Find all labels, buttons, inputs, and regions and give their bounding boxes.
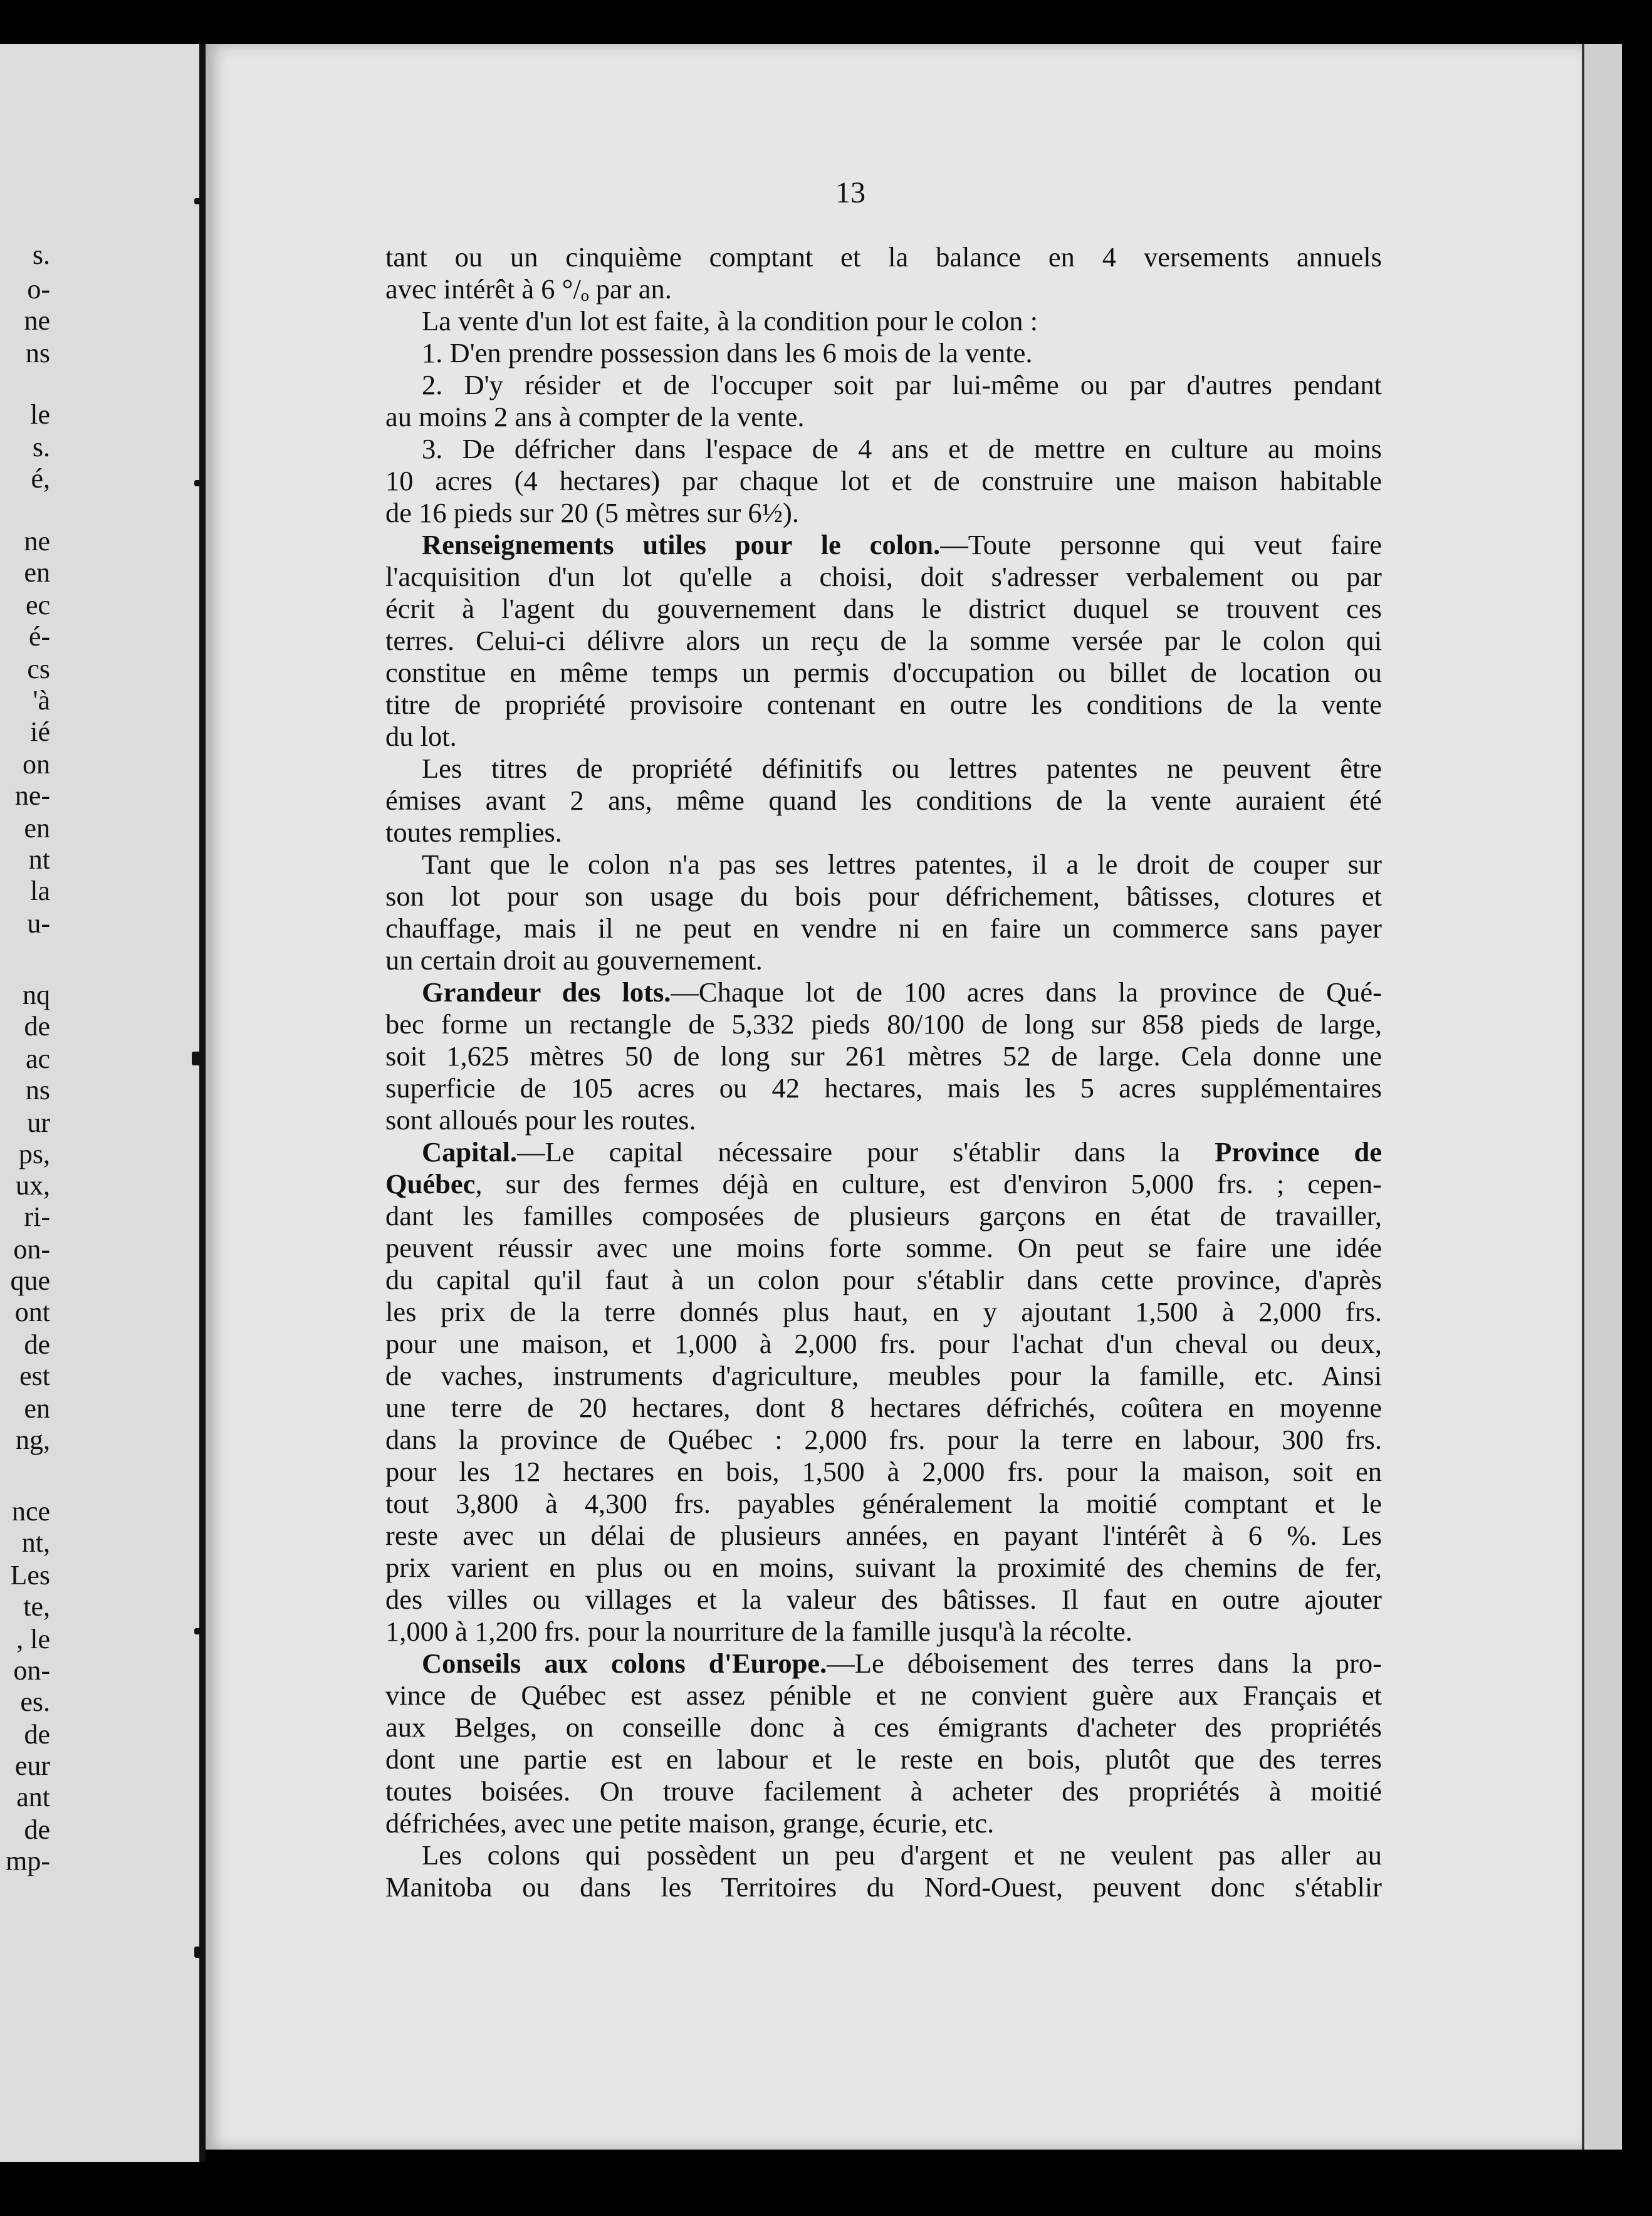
text-line	[385, 1040, 1382, 1072]
text-line	[385, 1552, 1382, 1584]
left-margin-fragment: te,	[23, 1591, 50, 1622]
text-run: chauffage, mais il ne peut en vendre ni en faire un commerce sans payer	[385, 912, 1382, 944]
text-run: des villes ou villages et la valeur des bâtisses. Il faut en outre ajouter	[385, 1584, 1382, 1615]
text-line	[385, 1296, 1382, 1328]
text-line	[385, 561, 1382, 593]
text-run: —Le déboisement des terres dans la pro-	[827, 1648, 1382, 1679]
text-line	[385, 401, 1382, 433]
left-margin-fragment: la	[30, 875, 50, 906]
left-margin-fragment: le	[30, 399, 50, 430]
text-line	[385, 689, 1382, 721]
text-run: dont une partie est en labour et le reste en bois, plutôt que des terres	[385, 1743, 1382, 1775]
text-run: vince de Québec est assez pénible et ne convient guère aux Français et	[385, 1680, 1382, 1711]
left-margin-fragment: ant	[16, 1782, 50, 1812]
left-margin-fragment: 'à	[33, 685, 50, 716]
text-run: émises avant 2 ans, même quand les conditions de la vente auraient été	[385, 785, 1382, 816]
text-run: un certain droit au gouvernement.	[385, 944, 763, 976]
text-line	[385, 369, 1382, 401]
left-margin-fragment: cs	[27, 654, 50, 684]
text-line	[385, 1584, 1382, 1616]
text-run: une terre de 20 hectares, dont 8 hectares défrichés, coûtera en moyenne	[385, 1392, 1382, 1423]
text-line	[385, 1104, 1382, 1136]
text-run: de 16 pieds sur 20 (5 mètres sur 6½).	[385, 497, 799, 528]
text-line	[385, 721, 1382, 753]
text-run: son lot pour son usage du bois pour défrichement, bâtisses, clotures et	[385, 881, 1382, 912]
text-run: superficie de 105 acres ou 42 hectares, mais les 5 acres supplémentaires	[385, 1072, 1382, 1104]
text-run: peuvent réussir avec une moins forte somme. On peut se faire une idée	[385, 1232, 1382, 1263]
text-line	[385, 593, 1382, 625]
text-line	[385, 912, 1382, 944]
text-run: tout 3,800 à 4,300 frs. payables généralement la moitié comptant et le	[385, 1488, 1382, 1519]
text-run: Manitoba ou dans les Territoires du Nord-Ouest, peuvent donc s'établir	[385, 1871, 1382, 1903]
text-run: terres. Celui-ci délivre alors un reçu de la somme versée par le colon qui	[385, 625, 1382, 656]
text-run: dans la province de Québec : 2,000 frs. pour la terre en labour, 300 frs.	[385, 1424, 1382, 1455]
left-margin-fragment: nq	[23, 980, 50, 1010]
left-margin-fragment: ps,	[18, 1139, 50, 1169]
left-margin-fragment: ux,	[16, 1170, 50, 1201]
left-margin-fragment: ri-	[24, 1201, 50, 1232]
text-run: au moins 2 ans à compter de la vente.	[385, 401, 805, 432]
text-run: —Chaque lot de 100 acres dans la province de Qué-	[671, 976, 1382, 1008]
text-line	[385, 1456, 1382, 1488]
left-margin-fragment: ont	[14, 1297, 50, 1327]
text-line	[385, 1264, 1382, 1296]
text-line	[385, 1520, 1382, 1552]
left-margin-fragment: nce	[11, 1496, 50, 1527]
text-line	[385, 1743, 1382, 1775]
text-line	[385, 753, 1382, 785]
text-run: toutes boisées. On trouve facilement à acheter des propriétés à moitié	[385, 1775, 1382, 1807]
text-line	[385, 1712, 1382, 1743]
text-line	[385, 241, 1382, 273]
text-run: 2. D'y résider et de l'occuper soit par lui-même ou par d'autres pendant	[422, 369, 1382, 400]
text-line	[385, 337, 1382, 369]
text-run: 10 acres (4 hectares) par chaque lot et de construire une maison habitable	[385, 465, 1382, 496]
left-margin-fragment: en	[24, 1393, 50, 1424]
page-edge	[1582, 44, 1622, 2150]
text-line	[385, 1200, 1382, 1232]
left-margin-fragment: en	[24, 813, 50, 844]
text-run: , sur des fermes déjà en culture, est d'environ 5,000 frs. ; cepen-	[475, 1168, 1382, 1199]
text-run: pour les 12 hectares en bois, 1,500 à 2,000 frs. pour la maison, soit en	[385, 1456, 1382, 1487]
text-run: du lot.	[385, 721, 457, 752]
left-margin-fragment: est	[19, 1361, 50, 1391]
text-line	[385, 1616, 1382, 1648]
left-margin-fragment: en	[24, 557, 50, 588]
left-margin-fragment: eur	[14, 1750, 50, 1781]
text-run: prix varient en plus ou en moins, suivant la proximité des chemins de fer,	[385, 1552, 1382, 1583]
left-margin-fragment: ne	[24, 305, 50, 336]
text-run: Tant que le colon n'a pas ses lettres patentes, il a le droit de couper sur	[422, 849, 1382, 880]
left-margin-fragment: on	[23, 749, 50, 780]
left-margin-fragment: on-	[13, 1234, 50, 1265]
section-heading: Capital.	[422, 1136, 518, 1168]
text-run: Les titres de propriété définitifs ou lettres patentes ne peuvent être	[422, 753, 1382, 784]
section-heading: Québec	[385, 1168, 476, 1199]
left-margin-fragment: é-	[28, 621, 50, 652]
text-line	[385, 657, 1382, 689]
text-line	[385, 1008, 1382, 1040]
text-run: Les colons qui possèdent un peu d'argent et ne veulent pas aller au	[422, 1839, 1382, 1871]
left-margin-fragment: es.	[20, 1686, 50, 1717]
bold-phrase: Province de	[1215, 1136, 1382, 1168]
text-run: écrit à l'agent du gouvernement dans le district duquel se trouvent ces	[385, 593, 1382, 624]
left-margin-fragment: mp-	[6, 1846, 50, 1876]
text-line	[385, 273, 1382, 305]
left-margin-fragment: , le	[16, 1624, 50, 1654]
text-line	[385, 1871, 1382, 1903]
text-run: l'acquisition d'un lot qu'elle a choisi, doit s'adresser verbalement ou par	[385, 561, 1382, 592]
left-margin-fragment: de	[24, 1329, 50, 1360]
left-margin-fragment: Les	[10, 1560, 50, 1591]
text-line	[385, 1648, 1382, 1680]
left-margin-fragment: que	[10, 1265, 50, 1296]
book-spine	[199, 44, 206, 2162]
page-number: 13	[835, 176, 865, 209]
text-run: reste avec un délai de plusieurs années, en payant l'intérêt à 6 %. Les	[385, 1520, 1382, 1551]
left-margin-fragment: ns	[25, 1075, 50, 1105]
text-line	[385, 1680, 1382, 1712]
text-run: —Toute personne qui veut faire	[940, 529, 1382, 560]
left-margin-fragment: nt	[28, 844, 50, 875]
text-line	[385, 497, 1382, 529]
left-margin-fragment: de	[24, 1814, 50, 1845]
text-line	[385, 1136, 1382, 1168]
text-line	[385, 1807, 1382, 1839]
left-margin-fragment: ng,	[16, 1424, 50, 1455]
text-line	[385, 1424, 1382, 1456]
text-line	[385, 1775, 1382, 1807]
text-run: titre de propriété provisoire contenant en outre les conditions de la vente	[385, 689, 1382, 720]
section-heading: Grandeur des lots.	[422, 976, 671, 1008]
text-line	[385, 1360, 1382, 1392]
text-line	[385, 944, 1382, 976]
left-margin-fragment: nt,	[21, 1527, 50, 1558]
text-line	[385, 1488, 1382, 1520]
text-run: soit 1,625 mètres 50 de long sur 261 mètres 52 de large. Cela donne une	[385, 1040, 1382, 1072]
text-run: du capital qu'il faut à un colon pour s'établir dans cette province, d'après	[385, 1264, 1382, 1295]
left-margin-fragment: s.	[32, 239, 50, 270]
text-run: dant les familles composées de plusieurs garçons en état de travailler,	[385, 1200, 1382, 1231]
text-line	[385, 465, 1382, 497]
text-line	[385, 1168, 1382, 1200]
text-run: toutes remplies.	[385, 817, 562, 848]
left-margin-fragment: ne-	[14, 780, 50, 811]
text-run: aux Belges, on conseille donc à ces émigrants d'acheter des propriétés	[385, 1712, 1382, 1743]
section-heading: Conseils aux colons d'Europe.	[422, 1648, 827, 1679]
text-run: tant ou un cinquième comptant et la balance en 4 versements annuels	[385, 241, 1382, 273]
text-line	[385, 529, 1382, 561]
text-line	[385, 1072, 1382, 1104]
left-margin-fragment: u-	[27, 908, 50, 939]
text-line	[385, 625, 1382, 657]
left-margin-fragment: de	[24, 1011, 50, 1042]
text-line	[385, 785, 1382, 817]
text-line	[385, 1232, 1382, 1264]
text-run: pour une maison, et 1,000 à 2,000 frs. pour l'achat d'un cheval ou deux,	[385, 1328, 1382, 1359]
left-margin-fragment: ié	[30, 716, 50, 747]
left-margin-fragment: s.	[32, 432, 50, 463]
text-line	[385, 881, 1382, 912]
text-run: de vaches, instruments d'agriculture, meubles pour la famille, etc. Ainsi	[385, 1360, 1382, 1391]
left-margin-fragment: ac	[25, 1043, 50, 1074]
text-run: avec intérêt à 6 °/ₒ par an.	[385, 273, 672, 305]
text-line	[385, 305, 1382, 337]
left-margin-fragment: é,	[31, 463, 50, 494]
left-margin-fragment: de	[24, 1719, 50, 1750]
text-run: bec forme un rectangle de 5,332 pieds 80/100 de long sur 858 pieds de large,	[385, 1008, 1382, 1040]
text-line	[385, 1328, 1382, 1360]
left-margin-fragment: on-	[13, 1655, 50, 1686]
left-margin-fragment: o-	[27, 274, 50, 305]
text-line	[385, 1839, 1382, 1871]
text-run: les prix de la terre donnés plus haut, en y ajoutant 1,500 à 2,000 frs.	[385, 1296, 1382, 1327]
text-line	[385, 849, 1382, 881]
left-margin-fragment: ne	[24, 526, 50, 557]
text-run: 3. De défricher dans l'espace de 4 ans et de mettre en culture au moins	[422, 433, 1382, 464]
left-page-fragment	[0, 44, 201, 2162]
left-margin-fragment: ec	[25, 590, 50, 620]
text-run: —Le capital nécessaire pour s'établir dans la	[517, 1136, 1215, 1168]
section-heading: Renseignements utiles pour le colon.	[422, 529, 941, 560]
text-run: sont alloués pour les routes.	[385, 1104, 696, 1136]
text-run: 1,000 à 1,200 frs. pour la nourriture de la famille jusqu'à la récolte.	[385, 1616, 1132, 1647]
text-run: défrichées, avec une petite maison, grange, écurie, etc.	[385, 1807, 995, 1839]
text-line	[385, 1392, 1382, 1424]
body-text	[385, 241, 1382, 1903]
text-run: 1. D'en prendre possession dans les 6 mois de la vente.	[422, 337, 1033, 368]
text-line	[385, 976, 1382, 1008]
text-line	[385, 433, 1382, 465]
text-run: constitue en même temps un permis d'occupation ou billet de location ou	[385, 657, 1382, 688]
text-run: La vente d'un lot est faite, à la condition pour le colon :	[422, 305, 1038, 337]
left-margin-fragment: ur	[27, 1107, 50, 1138]
text-line	[385, 817, 1382, 849]
left-margin-fragment: ns	[25, 338, 50, 368]
